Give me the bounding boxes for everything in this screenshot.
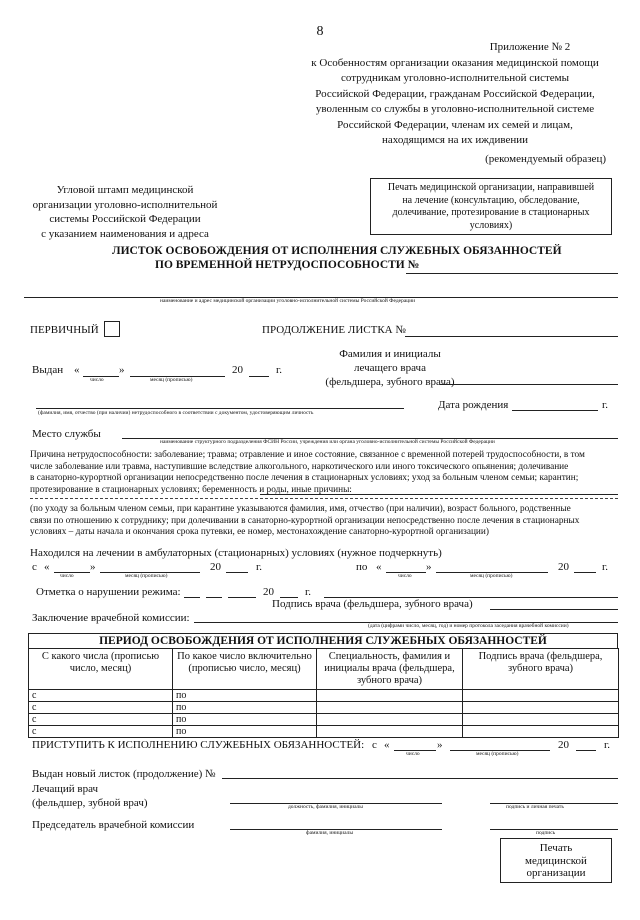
treatment-label: Находился на лечении в амбулаторных (стационарных) условиях (нужное подчеркнуть) — [30, 547, 442, 559]
period-grid — [28, 648, 619, 738]
issued-year-field[interactable] — [249, 376, 269, 377]
period-to-cell[interactable]: по — [173, 726, 317, 738]
treatment-to-label: по — [356, 561, 368, 573]
corner-stamp-line: с указанием наименования и адреса — [41, 227, 209, 240]
reason-other-field[interactable] — [260, 494, 618, 495]
attending-doctor-name-caption: должность, фамилия, инициалы — [288, 804, 363, 810]
treatment-from-year-field[interactable] — [226, 572, 248, 573]
period-header-doctor: Специальность, фамилия и инициалы врача (фельдшера, зубного врача) — [317, 649, 463, 690]
sheet-number-field[interactable] — [406, 273, 618, 274]
period-header-signature: Подпись врача (фельдшера, зубного врача) — [463, 649, 619, 690]
stamp-box-line: на лечение (консультацию, обследование, — [402, 194, 580, 206]
period-table — [28, 633, 618, 738]
reason-text-line: числе заболевание или травма, наступившие вследствие алкогольного, наркотического или иного токсического опьянения; долечивание — [30, 461, 569, 472]
attending-doctor-signature-caption: подпись и личная печать — [506, 804, 564, 810]
appendix-line: Российской Федерации, членам их семей и лицам, — [337, 118, 573, 131]
period-signature-cell[interactable] — [463, 714, 619, 726]
return-year-suffix: г. — [604, 739, 611, 751]
seal-box — [500, 838, 612, 883]
chairman-name-caption: фамилия, инициалы — [306, 830, 354, 836]
return-day-caption: число — [406, 751, 420, 757]
reason-divider — [30, 498, 618, 499]
reason-text-line: в санаторно-курортной организации непосредственно после лечения в стационарных условиях; уход за больным членом семьи; карантин; — [30, 473, 579, 483]
violation-year-suffix: г. — [305, 586, 312, 598]
period-doctor-cell[interactable] — [317, 714, 463, 726]
table-row — [29, 726, 619, 738]
period-from-cell[interactable]: с — [29, 702, 173, 714]
treatment-from-month-caption: месяц (прописью) — [125, 573, 168, 579]
appendix-line: находящимся на их иждивении — [382, 134, 528, 146]
care-note-line: связи по отношению к сотруднику; при долечивании в санаторно-курортной организации непосредственно после лечения в стационарных — [30, 515, 580, 526]
return-year-field[interactable] — [576, 750, 596, 751]
appendix-header — [270, 40, 640, 149]
violation-day-field[interactable] — [184, 597, 200, 598]
period-to-cell[interactable]: по — [173, 714, 317, 726]
appendix-line: к Особенностям организации оказания медицинской помощи — [311, 56, 599, 69]
birth-date-field[interactable] — [512, 410, 598, 411]
violation-year-prefix: 20 — [263, 586, 274, 598]
seal-box-line: Печать — [539, 842, 573, 854]
patient-name-field[interactable] — [36, 408, 404, 409]
care-note — [30, 504, 620, 539]
issued-year-suffix: г. — [276, 364, 283, 376]
issued-day-caption: число — [90, 377, 104, 383]
period-doctor-cell[interactable] — [317, 726, 463, 738]
recommended-sample: (рекомендуемый образец) — [485, 153, 606, 165]
doctor-name-field[interactable] — [440, 384, 618, 385]
primary-checkbox[interactable] — [104, 321, 120, 337]
doc-title-line1: ЛИСТОК ОСВОБОЖДЕНИЯ ОТ ИСПОЛНЕНИЯ СЛУЖЕБНЫХ ОБЯЗАННОСТЕЙ — [112, 245, 562, 257]
seal-box-line: организации — [526, 867, 586, 879]
doctor-signature-label: Подпись врача (фельдшера, зубного врача) — [272, 598, 473, 610]
chairman-signature-caption: подпись — [536, 830, 556, 836]
return-quote-open: « — [384, 739, 390, 751]
stamp-box — [370, 178, 612, 235]
doc-title-line2: ПО ВРЕМЕННОЙ НЕТРУДОСПОСОБНОСТИ № — [155, 259, 420, 271]
workplace-label: Место службы — [32, 428, 101, 440]
return-quote-close: » — [437, 739, 443, 751]
period-doctor-cell[interactable] — [317, 690, 463, 702]
stamp-box-line: условиях) — [469, 219, 513, 231]
attending-doctor-label — [32, 782, 148, 810]
period-header-from: С какого числа (прописью число, месяц) — [29, 649, 173, 690]
period-to-cell[interactable]: по — [173, 702, 317, 714]
period-to-cell[interactable]: по — [173, 690, 317, 702]
treatment-to-quote-close: » — [426, 561, 432, 573]
primary-label: ПЕРВИЧНЫЙ — [30, 324, 99, 336]
org-caption: наименование и адрес медицинской организации уголовно-исполнительной системы Российской Федерации — [160, 298, 416, 304]
treatment-to-year-prefix: 20 — [558, 561, 569, 573]
commission-label: Заключение врачебной комиссии: — [32, 612, 190, 624]
treatment-to-month-caption: месяц (прописью) — [470, 573, 513, 579]
reason-text-line: Причина нетрудоспособности: заболевание; травма; отравление и иное состояние, связанное с временной потерей трудоспособности, в том — [30, 450, 585, 460]
care-note-line: условиях – даты начала и окончания срока путевки, ее номер, местонахождение санаторно-курортной организации) — [30, 527, 489, 537]
corner-stamp — [30, 183, 220, 241]
period-table-title: ПЕРИОД ОСВОБОЖДЕНИЯ ОТ ИСПОЛНЕНИЯ СЛУЖЕБНЫХ ОБЯЗАННОСТЕЙ — [28, 633, 618, 648]
treatment-to-year-field[interactable] — [574, 572, 596, 573]
treatment-from-quote-close: » — [90, 561, 96, 573]
corner-stamp-line: Угловой штамп медицинской — [56, 184, 194, 196]
doctor-name-label — [320, 347, 460, 389]
treatment-to-quote-open: « — [376, 561, 382, 573]
issued-month-caption: месяц (прописью) — [150, 377, 193, 383]
period-header-to: По какое число включительно (прописью число, месяц) — [173, 649, 317, 690]
return-year-prefix: 20 — [558, 739, 569, 751]
treatment-to-day-caption: число — [398, 573, 412, 579]
treatment-to-year-suffix: г. — [602, 561, 609, 573]
reason-text-line: протезирование в стационарных условиях; беременность и роды, иные причины: — [30, 484, 352, 495]
issued-quote-close: » — [119, 364, 125, 376]
period-signature-cell[interactable] — [463, 690, 619, 702]
period-signature-cell[interactable] — [463, 702, 619, 714]
return-from-label: с — [372, 739, 377, 751]
period-from-cell[interactable]: с — [29, 690, 173, 702]
table-row — [29, 714, 619, 726]
return-month-caption: месяц (прописью) — [476, 751, 519, 757]
corner-stamp-line: системы Российской Федерации — [49, 213, 201, 225]
workplace-caption: наименование структурного подразделения ФСИН России, учреждения или органа уголовно-исполнительной системы Российской Федерации — [160, 439, 495, 445]
continuation-number-field[interactable] — [405, 336, 618, 337]
page-number: 8 — [316, 24, 324, 39]
doctor-name-label-line: лечащего врача — [354, 362, 426, 374]
doctor-signature-field[interactable] — [490, 609, 618, 610]
stamp-box-line: Печать медицинской организации, направившей — [387, 182, 595, 193]
attending-doctor-label-line: (фельдшер, зубной врач) — [32, 797, 148, 809]
attending-doctor-label-line: Лечащий врач — [32, 783, 99, 795]
violation-extra-field[interactable] — [228, 597, 256, 598]
seal-box-line: медицинской — [525, 854, 587, 867]
chairman-label: Председатель врачебной комиссии — [32, 819, 195, 831]
corner-stamp-line: организации уголовно-исполнительной — [32, 198, 218, 211]
period-signature-cell[interactable] — [463, 726, 619, 738]
reason-text — [30, 450, 620, 496]
treatment-from-day-caption: число — [60, 573, 74, 579]
appendix-title: Приложение № 2 — [489, 41, 571, 53]
issued-year-prefix: 20 — [232, 364, 243, 376]
issued-label: Выдан — [32, 364, 64, 376]
appendix-line: сотрудникам уголовно-исполнительной системы — [341, 72, 569, 84]
appendix-line: уволенным со службы в уголовно-исполнительной системе — [315, 103, 595, 115]
appendix-line: Российской Федерации, гражданам Российской Федерации, — [315, 87, 595, 100]
period-from-cell[interactable]: с — [29, 726, 173, 738]
table-row — [29, 702, 619, 714]
treatment-from-year-prefix: 20 — [210, 561, 221, 573]
care-note-line: (по уходу за больным членом семьи, при карантине указываются фамилия, имя, отчество (при наличии), возраст больного, родственные — [30, 504, 571, 514]
issued-quote-open: « — [74, 364, 80, 376]
commission-caption: (дата (цифрами число, месяц, год) и номер протокола заседания врачебной комиссии) — [368, 623, 569, 629]
return-to-duty-label: ПРИСТУПИТЬ К ИСПОЛНЕНИЮ СЛУЖЕБНЫХ ОБЯЗАННОСТЕЙ: — [32, 739, 365, 751]
birth-date-suffix: г. — [602, 399, 609, 411]
doctor-name-label-line: Фамилия и инициалы — [339, 348, 441, 360]
new-sheet-label: Выдан новый листок (продолжение) № — [32, 768, 216, 780]
period-doctor-cell[interactable] — [317, 702, 463, 714]
treatment-from-quote-open: « — [44, 561, 50, 573]
treatment-from-label: с — [32, 561, 37, 573]
continuation-label: ПРОДОЛЖЕНИЕ ЛИСТКА № — [262, 324, 406, 336]
patient-caption: (фамилия, имя, отчество (при наличии) нетрудоспособного в соответствии с документом, удостоверяющим личность — [38, 410, 314, 416]
birth-date-label: Дата рождения — [438, 399, 509, 411]
new-sheet-number-field[interactable] — [222, 778, 618, 779]
treatment-from-year-suffix: г. — [256, 561, 263, 573]
table-row — [29, 690, 619, 702]
period-from-cell[interactable]: с — [29, 714, 173, 726]
violation-label: Отметка о нарушении режима: — [36, 586, 181, 598]
violation-month-field[interactable] — [206, 597, 222, 598]
doctor-name-label-line: (фельдшера, зубного врача) — [325, 376, 455, 388]
stamp-box-line: долечивание, протезирование в стационарных — [392, 207, 590, 218]
